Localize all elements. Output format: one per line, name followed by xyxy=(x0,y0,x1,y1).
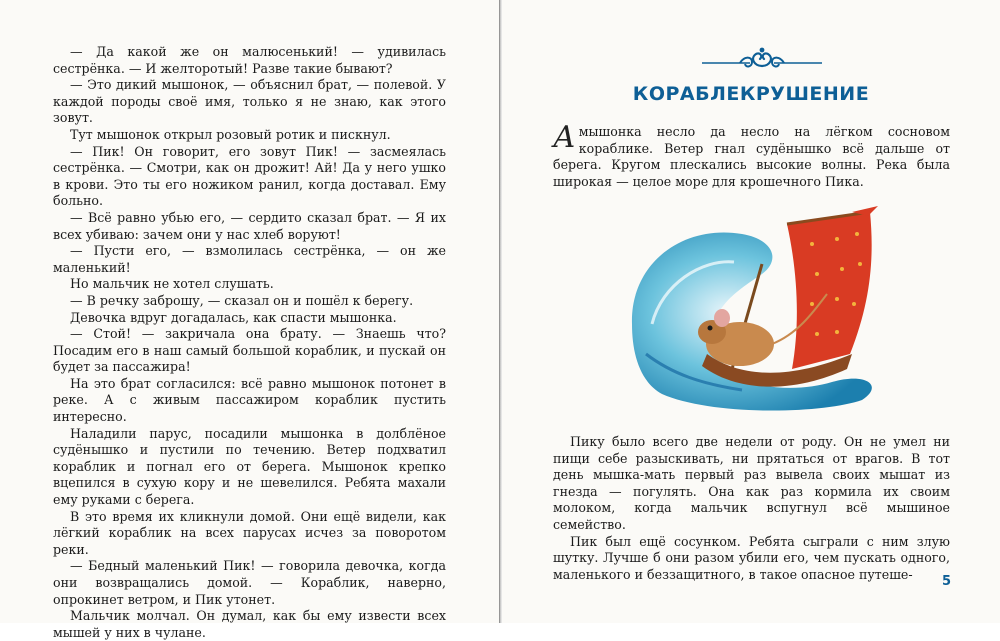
paragraph: На это брат согласился: всё равно мышонок потонет в реке. А с живым пассажиром кораблик пустить интересно. xyxy=(53,375,446,425)
paragraph: — Пик! Он говорит, его зовут Пик! — засмеялась сестрёнка. — Смотри, как он дрожит! Ай! Да у него ушко в крови. Это ты его ножиком ранил, когда доставал. Ему больно. xyxy=(53,143,446,209)
drop-cap: А xyxy=(553,120,576,155)
paragraph: В это время их кликнули домой. Они ещё видели, как лёгкий кораблик на всех парусах исчез за поворотом реки. xyxy=(53,508,446,557)
paragraph: Пик был ещё сосунком. Ребята сыграли с ним злую шутку. Лучше б они разом убили его, чем пускать одного, маленького и беззащитного, в такое опасное путеше- xyxy=(553,533,950,582)
paragraph: — Пусти его, — взмолилась сестрёнка, — он же маленький! xyxy=(53,243,446,275)
mouse-on-boat-illustration xyxy=(622,204,890,414)
paragraph: — В речку заброшу, — сказал он и пошёл к берегу. xyxy=(70,292,414,308)
chapter-intro xyxy=(553,120,950,190)
left-page-text xyxy=(53,44,446,641)
paragraph: — Стой! — закричала она брату. — Знаешь что? Посадим его в наш самый большой кораблик, и пускай он будет за пассажира! xyxy=(53,326,446,375)
paragraph: — Бедный маленький Пик! — говорила девочка, когда они возвращались домой. — Кораблик, наверно, опрокинет ветром, и Пик утонет. xyxy=(53,558,446,607)
right-page xyxy=(502,0,1000,623)
paragraph: Наладили парус, посадили мышонка в долблёное судёнышко и пустили по течению. Ветер подхватил кораблик и погнал его от берега. Мышонок крепко вцепился в сухую кору и не шевелился. Ребята махали ему руками с берега. xyxy=(53,425,446,508)
intro-paragraph xyxy=(553,120,950,190)
left-page xyxy=(0,0,499,640)
chapter-title: КОРАБЛЕКРУШЕНИЕ xyxy=(632,83,870,105)
ornament-icon xyxy=(700,44,824,74)
paragraph: — Это дикий мышонок, — объяснил брат, — полевой. У каждой породы своё имя, только я не знаю, как этого зовут. xyxy=(53,77,446,126)
paragraph: Но мальчик не хотел слушать. xyxy=(70,276,274,292)
paragraph: Тут мышонок открыл розовый ротик и пискнул. xyxy=(70,126,391,142)
chapter-body xyxy=(553,434,950,583)
paragraph: Девочка вдруг догадалась, как спасти мышонка. xyxy=(70,309,397,325)
paragraph: Пику было всего две недели от роду. Он не умел ни пищи себе разыскивать, ни прятаться от врагов. В тот день мышка-мать первый раз вывела своих мышат из гнезда — погулять. Она как раз кормила их своим молоком, когда мальчик вспугнул всё мышиное семейство. xyxy=(553,434,950,532)
intro-text: мышонка несло да несло на лёгком сосновом кораблике. Ветер гнал судёнышко всё дальше от берега. Кругом плескались высокие волны. Река была широкая — целое море для крошечного Пика. xyxy=(553,124,950,189)
page-number: 5 xyxy=(941,574,951,589)
paragraph: — Всё равно убью его, — сердито сказал брат. — Я их всех убиваю: зачем они у нас хлеб воруют! xyxy=(53,209,446,242)
paragraph: — Да какой же он малюсенький! — удивилась сестрёнка. — И желторотый! Разве такие бывают? xyxy=(53,44,446,76)
paragraph: Мальчик молчал. Он думал, как бы ему извести всех мышей у них в чулане. xyxy=(53,608,446,640)
